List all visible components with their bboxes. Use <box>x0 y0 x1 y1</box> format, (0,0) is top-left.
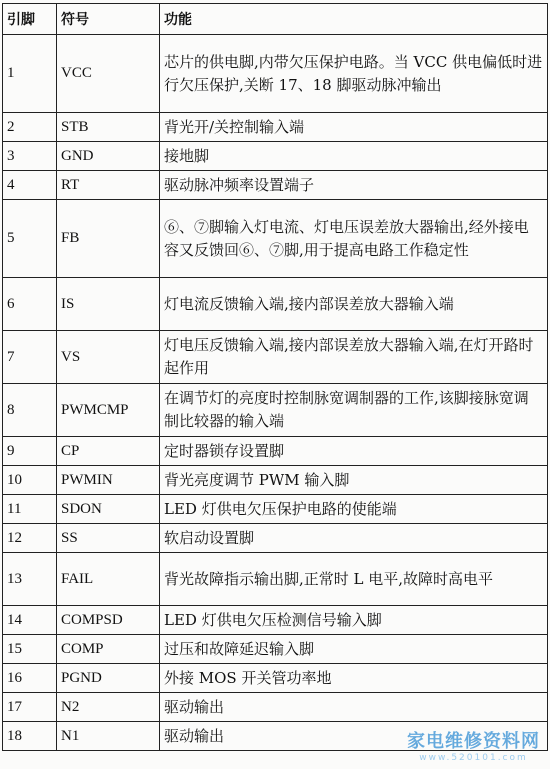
pin-number: 16 <box>3 664 57 693</box>
pin-number: 10 <box>3 466 57 495</box>
pin-function: 驱动脉冲频率设置端子 <box>160 171 548 200</box>
table-row <box>3 553 548 606</box>
pin-function: 灯电压反馈输入端,接内部误差放大器输入端,在灯开路时起作用 <box>160 331 548 384</box>
pin-number: 9 <box>3 437 57 466</box>
pin-function: 灯电流反馈输入端,接内部误差放大器输入端 <box>160 278 548 331</box>
header-pin: 引脚 <box>3 4 57 35</box>
pin-function: 接地脚 <box>160 142 548 171</box>
pin-symbol: IS <box>57 278 160 331</box>
table-row <box>3 142 548 171</box>
table-row <box>3 495 548 524</box>
watermark-url: www.520101.com <box>419 753 528 763</box>
pin-number: 18 <box>3 722 57 751</box>
table-row <box>3 437 548 466</box>
table-row <box>3 635 548 664</box>
table-row <box>3 384 548 437</box>
pin-symbol: N2 <box>57 693 160 722</box>
pin-symbol: SDON <box>57 495 160 524</box>
table-row <box>3 278 548 331</box>
pin-symbol: PGND <box>57 664 160 693</box>
pin-function: 过压和故障延迟输入脚 <box>160 635 548 664</box>
pin-symbol: STB <box>57 113 160 142</box>
pin-function: 背光开/关控制输入端 <box>160 113 548 142</box>
table-row <box>3 664 548 693</box>
pin-symbol: PWMIN <box>57 466 160 495</box>
pin-function: 芯片的供电脚,内带欠压保护电路。当 VCC 供电偏低时进行欠压保护,关断 17、18 脚驱动脉冲输出 <box>160 35 548 113</box>
pin-function: 外接 MOS 开关管功率地 <box>160 664 548 693</box>
table-row <box>3 331 548 384</box>
pin-symbol: VS <box>57 331 160 384</box>
pin-symbol: N1 <box>57 722 160 751</box>
pin-function: ⑥、⑦脚输入灯电流、灯电压误差放大器输出,经外接电容又反馈回⑥、⑦脚,用于提高电路工作稳定性 <box>160 200 548 278</box>
header-function: 功能 <box>160 4 548 35</box>
pin-number: 14 <box>3 606 57 635</box>
pin-number: 3 <box>3 142 57 171</box>
pin-function: 软启动设置脚 <box>160 524 548 553</box>
pin-number: 12 <box>3 524 57 553</box>
pin-symbol: CP <box>57 437 160 466</box>
table-row <box>3 466 548 495</box>
pin-symbol: FB <box>57 200 160 278</box>
table-row <box>3 200 548 278</box>
table-row <box>3 113 548 142</box>
table-row <box>3 606 548 635</box>
pin-symbol: GND <box>57 142 160 171</box>
pin-function: 驱动输出 <box>160 722 548 751</box>
site-watermark <box>407 727 540 763</box>
pin-number: 13 <box>3 553 57 606</box>
header-symbol: 符号 <box>57 4 160 35</box>
pin-function-table <box>2 3 548 751</box>
pin-symbol: COMPSD <box>57 606 160 635</box>
table-row <box>3 693 548 722</box>
pin-number: 6 <box>3 278 57 331</box>
pin-function: 驱动输出 <box>160 693 548 722</box>
watermark-text: 家电维修资料网 <box>407 731 540 752</box>
pin-number: 8 <box>3 384 57 437</box>
pin-function: LED 灯供电欠压检测信号输入脚 <box>160 606 548 635</box>
pin-symbol: VCC <box>57 35 160 113</box>
pin-number: 17 <box>3 693 57 722</box>
pin-function: LED 灯供电欠压保护电路的使能端 <box>160 495 548 524</box>
pin-number: 11 <box>3 495 57 524</box>
table-row <box>3 171 548 200</box>
pin-symbol: FAIL <box>57 553 160 606</box>
pin-symbol: PWMCMP <box>57 384 160 437</box>
pin-number: 2 <box>3 113 57 142</box>
pin-function: 背光故障指示输出脚,正常时 L 电平,故障时高电平 <box>160 553 548 606</box>
pin-function: 在调节灯的亮度时控制脉宽调制器的工作,该脚接脉宽调制比较器的输入端 <box>160 384 548 437</box>
table-row <box>3 35 548 113</box>
pin-number: 5 <box>3 200 57 278</box>
pin-function: 背光亮度调节 PWM 输入脚 <box>160 466 548 495</box>
table-row <box>3 524 548 553</box>
pin-symbol: RT <box>57 171 160 200</box>
table-header-row <box>3 4 548 35</box>
pin-symbol: SS <box>57 524 160 553</box>
pin-number: 7 <box>3 331 57 384</box>
pin-number: 15 <box>3 635 57 664</box>
pin-number: 4 <box>3 171 57 200</box>
pin-symbol: COMP <box>57 635 160 664</box>
pin-number: 1 <box>3 35 57 113</box>
pin-function: 定时器锁存设置脚 <box>160 437 548 466</box>
